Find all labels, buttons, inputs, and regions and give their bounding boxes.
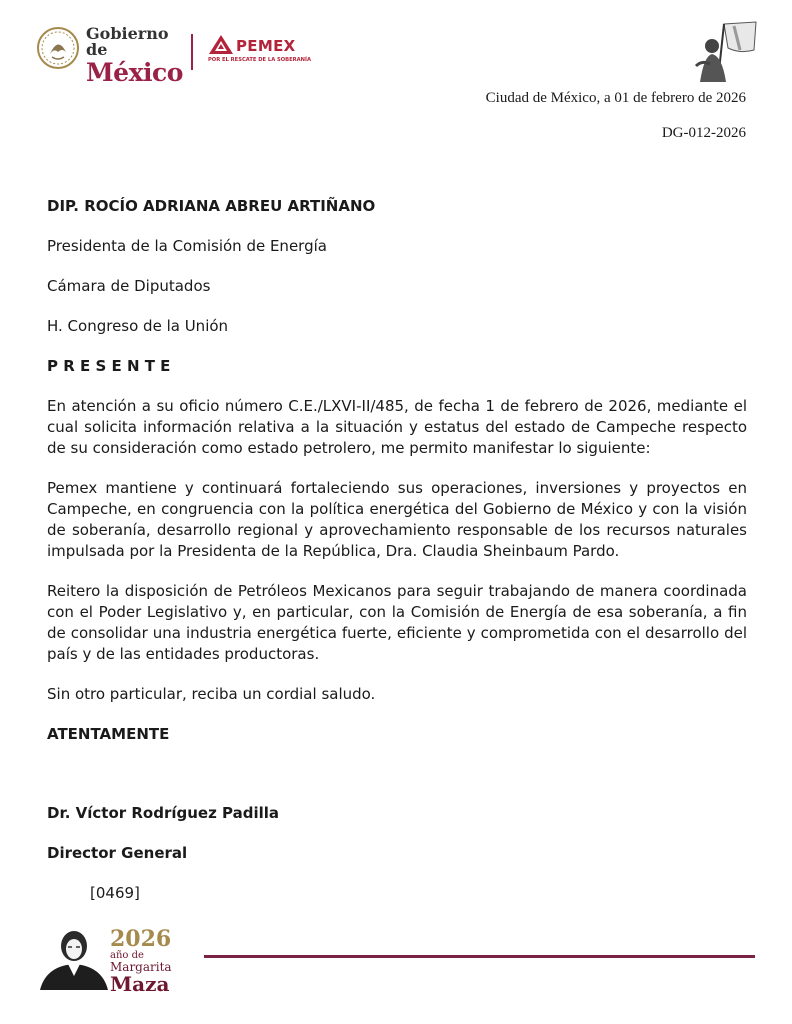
atentamente-label: ATENTAMENTE — [47, 725, 170, 743]
presente-heading: P R E S E N T E — [47, 357, 171, 375]
letter-body — [47, 196, 747, 904]
paragraph-2: Pemex mantiene y continuará fortaleciendo sus operaciones, inversiones y proyectos en Campeche, en congruencia con la política energética del Gobierno de México y con la visión de soberanía, desarrollo regional y aprovechamiento responsable de los recursos naturales impulsada por la Presidenta de la República, Dra. Claudia Sheinbaum Pardo. — [47, 479, 747, 560]
footer-rule — [204, 955, 755, 958]
footer-sub: año de — [110, 950, 144, 961]
margarita-maza-portrait-icon — [38, 924, 110, 992]
footer-year-logo — [110, 928, 172, 994]
header-divider — [191, 34, 193, 70]
signer-name: Dr. Víctor Rodríguez Padilla — [47, 804, 280, 822]
recipient-congress: H. Congreso de la Unión — [47, 317, 229, 335]
paragraph-1: En atención a su oficio número C.E./LXVI-II/485, de fecha 1 de febrero de 2026, mediante el cual solicita información relativa a la situación y estatus del estado de Campeche respecto de su consideración como estado petrolero, me permito manifestar lo siguiente: — [47, 397, 747, 457]
closing-line: Sin otro particular, reciba un cordial saludo. — [47, 685, 376, 703]
pemex-logo — [206, 34, 316, 74]
paragraph-3: Reitero la disposición de Petróleos Mexicanos para seguir trabajando de manera coordinada con el Poder Legislativo y, en particular, con la Comisión de Energía de esa soberanía, a fin de consolidar una industria energética fuerte, eficiente y comprometida con el desarrollo del país y de las entidades productoras. — [47, 582, 747, 663]
pemex-flame-icon — [208, 34, 234, 56]
recipient-name: DIP. ROCÍO ADRIANA ABREU ARTIÑANO — [47, 197, 376, 215]
document-code: [0469] — [90, 884, 140, 902]
national-seal-icon — [36, 26, 80, 70]
pemex-wordmark: PEMEX — [236, 37, 296, 55]
footer-name-2: Maza — [110, 972, 170, 996]
recipient-title: Presidenta de la Comisión de Energía — [47, 237, 327, 255]
gobierno-de-mexico-logo — [36, 24, 186, 87]
gob-line-2: México — [86, 58, 183, 87]
footer-name-1: Margarita — [110, 960, 172, 974]
heroine-flag-icon — [694, 20, 758, 84]
footer-year: 2026 — [110, 926, 172, 952]
recipient-chamber: Cámara de Diputados — [47, 277, 211, 295]
date-line: Ciudad de México, a 01 de febrero de 2026 — [485, 90, 746, 106]
reference-number: DG-012-2026 — [661, 125, 746, 141]
gob-line-1: Gobierno de — [86, 24, 169, 59]
pemex-tagline: POR EL RESCATE DE LA SOBERANÍA — [208, 57, 311, 63]
signer-position: Director General — [47, 844, 188, 862]
